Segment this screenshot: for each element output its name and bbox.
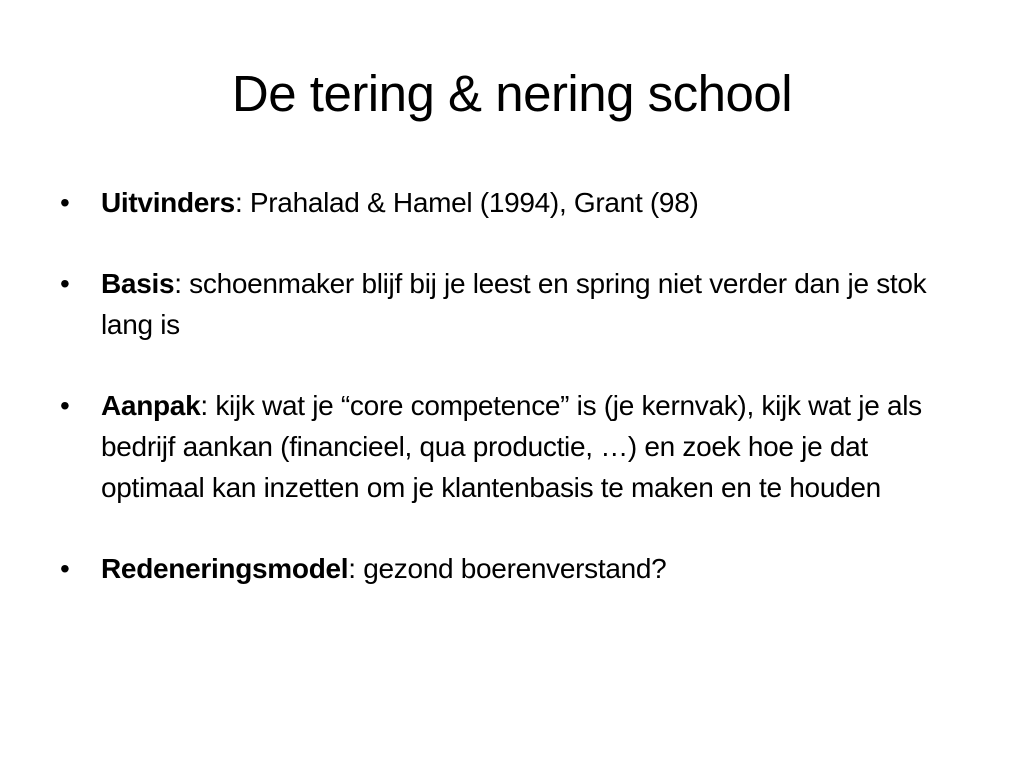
slide-title: De tering & nering school (231, 65, 793, 122)
bullet-term: Aanpak (101, 390, 201, 421)
bullet-icon: • (60, 390, 70, 421)
bullet-text: : kijk wat je “core competence” is (je kernvak), kijk wat je als bedrijf aankan (financieel, qua productie, …) en zoek hoe je dat optimaal kan inzetten om je klantenbasis te maken en te houden (101, 390, 922, 503)
bullet-icon: • (60, 187, 70, 218)
bullet-item-redeneringsmodel (56, 548, 976, 589)
bullet-text: : schoenmaker blijf bij je leest en spring niet verder dan je stok lang is (101, 268, 927, 340)
bullet-term: Basis (101, 268, 175, 299)
bullet-text: : gezond boerenverstand? (348, 553, 667, 584)
bullet-list (56, 182, 976, 589)
bullet-icon: • (60, 268, 70, 299)
bullet-text: : Prahalad & Hamel (1994), Grant (98) (234, 187, 699, 218)
bullet-item-uitvinders (56, 182, 976, 223)
bullet-term: Uitvinders (101, 187, 235, 218)
bullet-item-basis (56, 263, 976, 345)
bullet-item-aanpak (56, 385, 976, 508)
bullet-icon: • (60, 553, 70, 584)
bullet-term: Redeneringsmodel (101, 553, 349, 584)
